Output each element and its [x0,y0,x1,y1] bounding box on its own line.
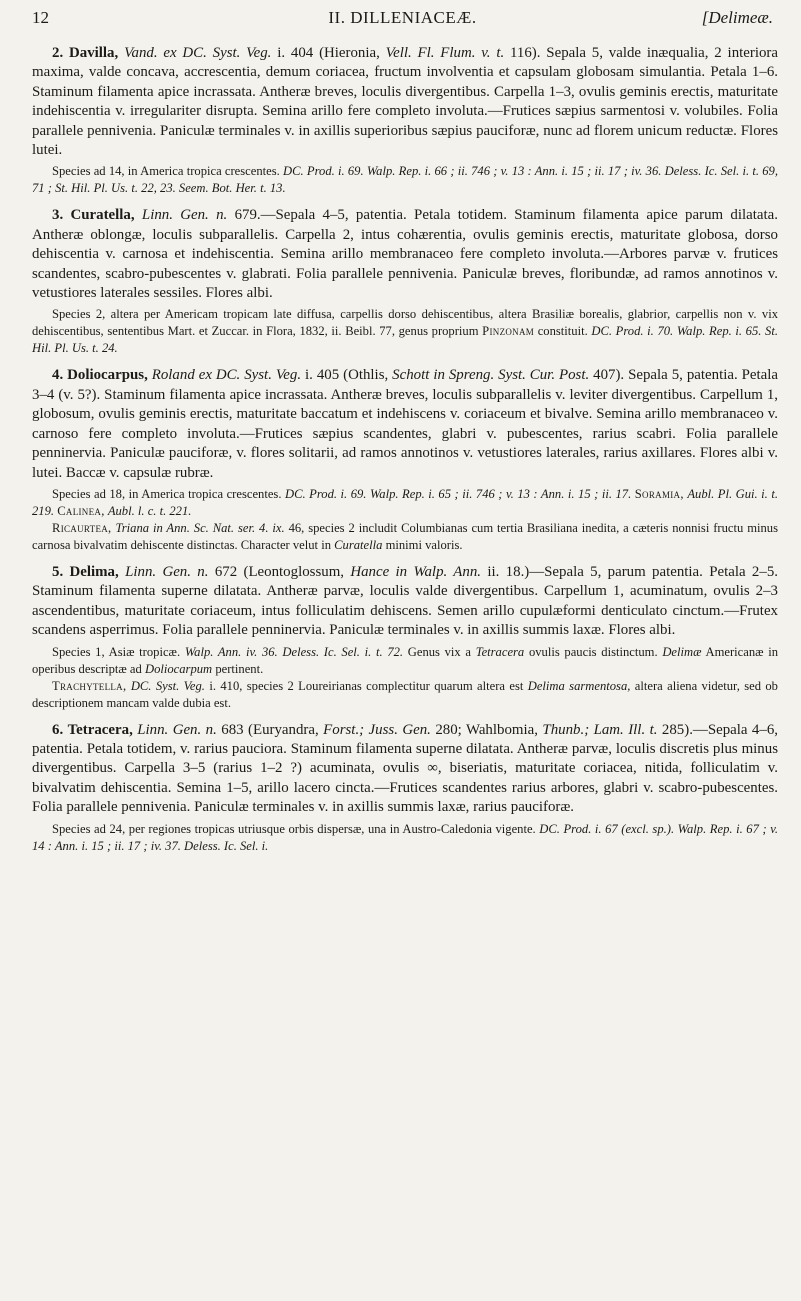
species-note: Species 1, Asiæ tropicæ. Walp. Ann. iv. 36. Deless. Ic. Sel. i. t. 72. Genus vix a Tetracera ovulis paucis distinctum. Delimæ Americanæ in operibus descriptæ ad Doliocarpum pertinent. [32,644,779,676]
genus-entry-doliocarpus: 4. Doliocarpus, Roland ex DC. Syst. Veg. i. 405 (Othlis, Schott in Spreng. Syst. Cur. Post. 407). Sepala 5, patentia. Petala 3–4 (v. 5?). Staminum filamenta apice incrassata. Antheræ breves, loculis subparallelis v. leviter divergentibus. Carpellum 1, globosum, ovulis geminis erectis, maturitate baccatum et indehiscens v. coriaceum et bivalve. Semina arillo membranaceo v. carnoso fere completo involuta.—Frutices sæpius scandentes, glabri v. pubescentes, rarius scabri. Folia parallele penninervia. Paniculæ pauciforæ, v. flores solitarii, ad ramos annotinos v. vetustiores laterales, rarius axillares. Flores albi v. lutei. Baccæ v. capsulæ rubræ. [32,367,779,481]
genus-name: Tetracera, [67,721,133,738]
species-note: Species ad 24, per regiones tropicas utriusque orbis dispersæ, una in Austro-Caledonia vigente. DC. Prod. i. 67 (excl. sp.). Walp. Rep. i. 67 ; v. 14 : Ann. i. 15 ; ii. 17 ; iv. 37. Deless. Ic. Sel. i. [32,821,778,853]
page-number: 12 [32,8,49,27]
species-note: Species ad 14, in America tropica crescentes. DC. Prod. i. 69. Walp. Rep. i. 66 ; ii. 746 ; v. 13 : Ann. i. 15 ; ii. 17 ; iv. 36. Deless. Ic. Sel. i. t. 69, 71 ; St. Hil. Pl. Us. t. 22, 23. Seem. Bot. Her. t. 13. [32,164,778,196]
genus-entry-tetracera: 6. Tetracera, Linn. Gen. n. 683 (Euryandra, Forst.; Juss. Gen. 280; Wahlbomia, Thunb.; Lam. Ill. t. 285).—Sepala 4–6, patentia. Petala totidem, v. rarius pauciora. Staminum filamenta superne dilatata. Antheræ parvæ, loculis discretis plus minus divergentibus. Carpella 3–5 (rarius 1–2 ?) acuminata, ovulis ∞, biseriatis, maturitate coriacea, nitida, folliculatim v. bivalvatim dehiscentia. Semina 1–5, arillo lacero cincta.—Frutices scandentes rarius arbores, glabri v. scabro-pubescentes. Folia parallele pennivenia. Paniculæ terminales v. in axillis summis laxæ, rarius pauciforæ. [32,721,778,816]
page-body [32,44,778,855]
running-header [32,8,773,30]
genus-entry-davilla: 2. Davilla, Vand. ex DC. Syst. Veg. i. 404 (Hieronia, Vell. Fl. Flum. v. t. 116). Sepala 5, valde inæqualia, 2 interiora maxima, valde concava, accrescentia, demum coriacea, fructum involventia et capsulam globosam simulantia. Petala 1–6. Staminum filamenta apice incrassata. Antheræ breves, loculis divergentibus. Carpella 1–3, ovulis geminis erectis, maturitate indehiscentia v. irregulariter disrupta. Semina arillo fere completo involuta.—Frutices sæpius sarmentosi v. volubiles. Folia parallele pennivenia. Paniculæ terminales v. in axillis superioribus sæpius pauciforæ, nunc ad florem unicum reductæ. Flores lutei. [32,45,778,159]
genus-name: Curatella, [70,207,135,224]
section-label: [Delimeæ. [701,8,773,27]
genus-note: Trachytella, DC. Syst. Veg. i. 410, species 2 Loureirianas complectitur quarum altera est Delima sarmentosa, altera aliena videtur, sed ob descriptionem mancam valde dubia est. [32,678,778,710]
genus-name: Delima, [69,563,119,580]
genus-entry-delima: 5. Delima, Linn. Gen. n. 672 (Leontoglossum, Hance in Walp. Ann. ii. 18.)—Sepala 5, parum patentia. Petala 2–5. Staminum filamenta superne dilatata. Antheræ parvæ, loculis valde divergentibus. Carpellum 1, acuminatum, ovulis 2–3 ascendentibus, maturitate coriaceum, intus folliculatim dehiscens. Semen arillo cupulæformi denticulato cinctum.—Frutex scandens asperrimus. Folia parallele penninervia. Paniculæ terminales v. in axillis summis laxæ. Flores albi. [32,563,778,639]
genus-name: Davilla, [69,45,119,61]
species-note: Species 2, altera per Americam tropicam late diffusa, carpellis dorso dehiscentibus, altera Brasiliæ borealis, glabrior, carpellis non v. vix dehiscentibus, sententibus Mart. et Zuccar. in Flora, 1832, ii. Beibl. 77, genus proprium Pinzonam constituit. DC. Prod. i. 70. Walp. Rep. i. 65. St. Hil. Pl. Us. t. 24. [32,307,778,356]
genus-entry-curatella: 3. Curatella, Linn. Gen. n. 679.—Sepala 4–5, patentia. Petala totidem. Staminum filamenta apice parum dilatata. Antheræ oblongæ, loculis subparallelis. Carpella 2, intus cohærentia, ovulis geminis erectis, maturitate globosa, dorso dehiscentia v. carnosa et indehiscentia. Semina arillo membranaceo fere completo involuta.—Arbores parvæ v. frutices scandentes, scabro-pubescentes v. glabrati. Folia parallele pennivenia. Paniculæ breves, floribundæ, ad ramos annotinos v. vetustiores laterales sessiles. Flores albi. [32,207,778,302]
running-title: II. DILLENIACEÆ. [328,8,477,27]
species-note: Species ad 18, in America tropica crescentes. DC. Prod. i. 69. Walp. Rep. i. 65 ; ii. 746 ; v. 13 : Ann. i. 15 ; ii. 17. Soramia, Aubl. Pl. Gui. i. t. 219. Calinea, Aubl. l. c. t. 221. [32,486,778,518]
genus-note: Ricaurtea, Triana in Ann. Sc. Nat. ser. 4. ix. 46, species 2 includit Columbianas cum tertia Brasiliana inedita, a cæteris nonnisi fructu minus carnosa bivalvatim dehiscente distinctas. Character velut in Curatella minimi valoris. [32,520,778,552]
genus-name: Doliocarpus, [67,367,148,384]
